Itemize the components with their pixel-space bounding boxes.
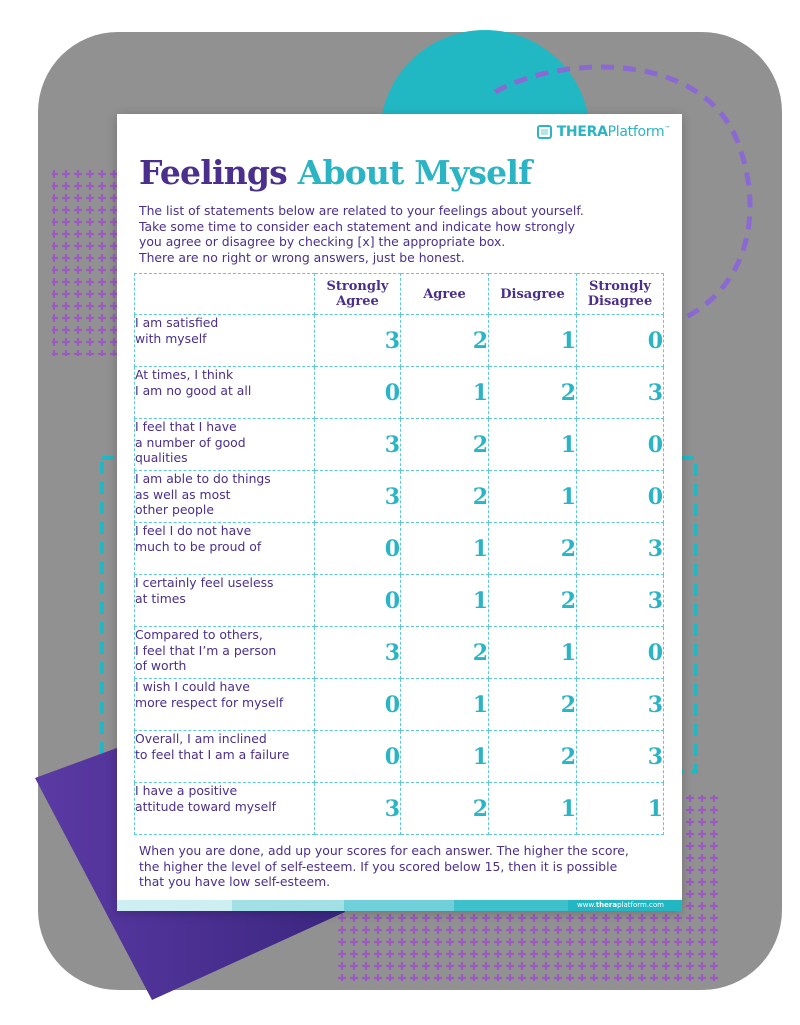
score-disagree[interactable]: 1 bbox=[489, 315, 577, 367]
website-url[interactable]: www.theraplatform.com bbox=[577, 901, 664, 909]
table-row bbox=[135, 367, 664, 419]
score-disagree[interactable]: 1 bbox=[489, 627, 577, 679]
table-row bbox=[135, 679, 664, 731]
statement-cell: I am able to do things as well as most other people bbox=[135, 471, 315, 523]
score-agree[interactable]: 1 bbox=[401, 731, 489, 783]
score-agree[interactable]: 2 bbox=[401, 471, 489, 523]
score-agree[interactable]: 2 bbox=[401, 783, 489, 835]
score-strongly-disagree[interactable]: 3 bbox=[577, 731, 664, 783]
statement-cell: I wish I could have more respect for myself bbox=[135, 679, 315, 731]
statement-cell: At times, I think I am no good at all bbox=[135, 367, 315, 419]
table-header-row bbox=[135, 274, 664, 315]
table-row bbox=[135, 471, 664, 523]
score-disagree[interactable]: 1 bbox=[489, 419, 577, 471]
score-strongly-agree[interactable]: 3 bbox=[315, 315, 401, 367]
score-strongly-disagree[interactable]: 0 bbox=[577, 419, 664, 471]
score-strongly-agree[interactable]: 3 bbox=[315, 471, 401, 523]
score-strongly-disagree[interactable]: 3 bbox=[577, 575, 664, 627]
header-statement bbox=[135, 274, 315, 315]
score-agree[interactable]: 2 bbox=[401, 315, 489, 367]
tablet-icon bbox=[536, 123, 554, 141]
score-agree[interactable]: 1 bbox=[401, 523, 489, 575]
score-strongly-disagree[interactable]: 3 bbox=[577, 367, 664, 419]
header-strongly-agree: Strongly Agree bbox=[315, 274, 401, 315]
score-strongly-disagree[interactable]: 3 bbox=[577, 523, 664, 575]
score-strongly-disagree[interactable]: 1 bbox=[577, 783, 664, 835]
statement-cell: I am satisfied with myself bbox=[135, 315, 315, 367]
score-strongly-agree[interactable]: 3 bbox=[315, 783, 401, 835]
score-strongly-agree[interactable]: 0 bbox=[315, 731, 401, 783]
score-agree[interactable]: 1 bbox=[401, 367, 489, 419]
score-strongly-agree[interactable]: 0 bbox=[315, 575, 401, 627]
title-part-2: About Myself bbox=[297, 153, 532, 192]
score-strongly-agree[interactable]: 0 bbox=[315, 679, 401, 731]
score-agree[interactable]: 2 bbox=[401, 627, 489, 679]
page-title bbox=[139, 152, 531, 194]
score-agree[interactable]: 1 bbox=[401, 679, 489, 731]
worksheet bbox=[117, 114, 682, 911]
score-disagree[interactable]: 1 bbox=[489, 783, 577, 835]
score-strongly-agree[interactable]: 0 bbox=[315, 523, 401, 575]
score-disagree[interactable]: 2 bbox=[489, 523, 577, 575]
score-strongly-disagree[interactable]: 0 bbox=[577, 627, 664, 679]
score-strongly-agree[interactable]: 0 bbox=[315, 367, 401, 419]
statement-cell: I feel I do not have much to be proud of bbox=[135, 523, 315, 575]
statement-cell: I have a positive attitude toward myself bbox=[135, 783, 315, 835]
score-disagree[interactable]: 2 bbox=[489, 575, 577, 627]
table-row bbox=[135, 523, 664, 575]
header-disagree: Disagree bbox=[489, 274, 577, 315]
theraplatform-logo bbox=[536, 123, 670, 141]
scoring-instructions: When you are done, add up your scores for each answer. The higher the score, the higher the level of self-esteem. If you scored below 15, then it is possible that you have low self-esteem. bbox=[139, 843, 629, 890]
table-row bbox=[135, 783, 664, 835]
plus-pattern-left bbox=[52, 166, 124, 356]
table-row bbox=[135, 315, 664, 367]
questionnaire-table bbox=[134, 273, 664, 835]
logo-text: THERAPlatform™ bbox=[556, 124, 670, 140]
table-row bbox=[135, 419, 664, 471]
score-disagree[interactable]: 1 bbox=[489, 471, 577, 523]
score-disagree[interactable]: 2 bbox=[489, 731, 577, 783]
table-row bbox=[135, 575, 664, 627]
table-row bbox=[135, 731, 664, 783]
score-agree[interactable]: 2 bbox=[401, 419, 489, 471]
title-part-1: Feelings bbox=[139, 153, 287, 192]
score-strongly-disagree[interactable]: 0 bbox=[577, 315, 664, 367]
score-agree[interactable]: 1 bbox=[401, 575, 489, 627]
statement-cell: Overall, I am inclined to feel that I am a failure bbox=[135, 731, 315, 783]
header-strongly-disagree: Strongly Disagree bbox=[577, 274, 664, 315]
score-disagree[interactable]: 2 bbox=[489, 367, 577, 419]
score-strongly-agree[interactable]: 3 bbox=[315, 419, 401, 471]
score-strongly-disagree[interactable]: 0 bbox=[577, 471, 664, 523]
statement-cell: I certainly feel useless at times bbox=[135, 575, 315, 627]
intro-text: The list of statements below are related to your feelings about yourself. Take some time to consider each statement and indicate how strongly you agree or disagree by checking [x] the appropriate box. There are no right or wrong answers, just be honest. bbox=[139, 203, 584, 265]
header-agree: Agree bbox=[401, 274, 489, 315]
table-row bbox=[135, 627, 664, 679]
score-disagree[interactable]: 2 bbox=[489, 679, 577, 731]
score-strongly-agree[interactable]: 3 bbox=[315, 627, 401, 679]
score-strongly-disagree[interactable]: 3 bbox=[577, 679, 664, 731]
statement-cell: I feel that I have a number of good qualities bbox=[135, 419, 315, 471]
statement-cell: Compared to others, I feel that I’m a person of worth bbox=[135, 627, 315, 679]
